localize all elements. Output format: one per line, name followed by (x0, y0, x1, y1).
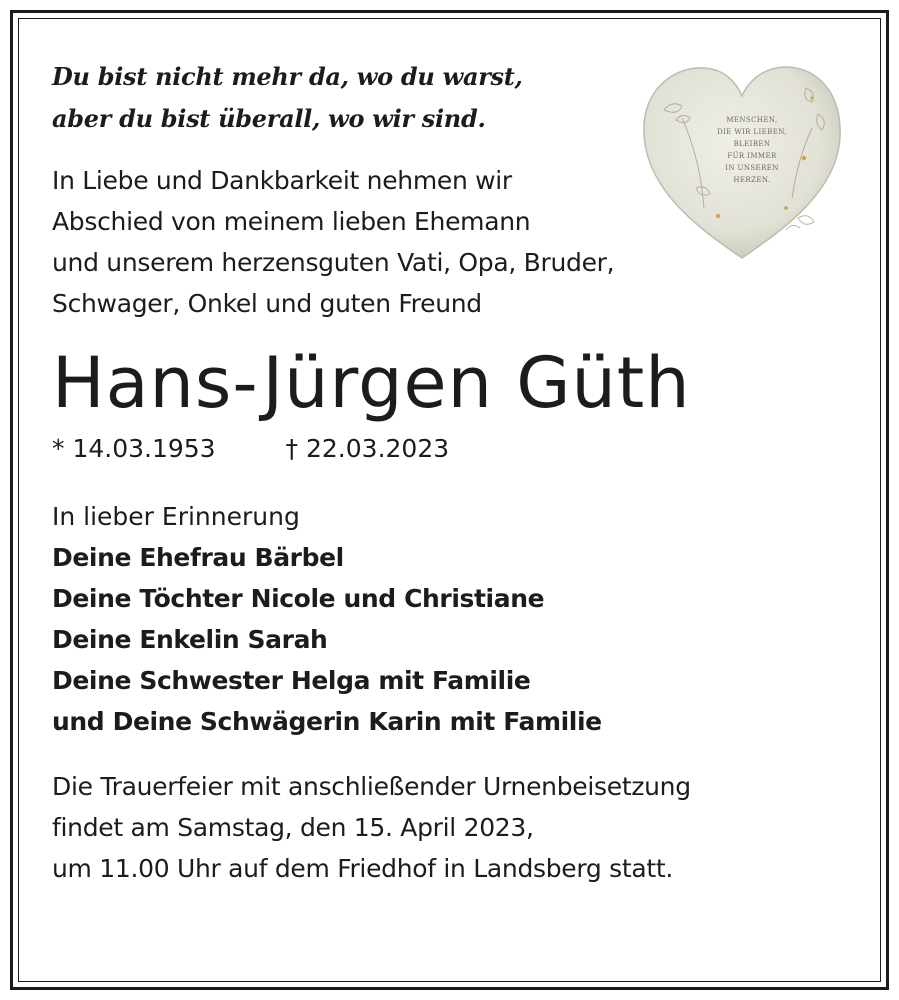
quote-line-2: aber du bist überall, wo wir sind. (52, 104, 486, 133)
svg-text:HERZEN.: HERZEN. (733, 176, 771, 184)
funeral-line-3: um 11.00 Uhr auf dem Friedhof in Landsberg statt. (52, 854, 674, 883)
intro-line-4: Schwager, Onkel und guten Freund (52, 289, 482, 318)
intro-text (52, 160, 852, 324)
intro-line-2: Abschied von meinem lieben Ehemann (52, 207, 531, 236)
mourner-line: Deine Ehefrau Bärbel (52, 543, 344, 572)
memory-heading: In lieber Erinnerung (52, 502, 300, 531)
life-dates (52, 432, 852, 466)
quote-line-1: Du bist nicht mehr da, wo du warst, (52, 62, 523, 91)
mourners-section (52, 496, 852, 742)
funeral-info (52, 766, 852, 889)
svg-text:MENSCHEN,: MENSCHEN, (726, 116, 778, 124)
funeral-line-1: Die Trauerfeier mit anschließender Urnenbeisetzung (52, 772, 691, 801)
notice-content (52, 56, 852, 889)
mourner-line: Deine Töchter Nicole und Christiane (52, 584, 545, 613)
mourner-line: Deine Enkelin Sarah (52, 625, 328, 654)
svg-text:FÜR IMMER: FÜR IMMER (727, 152, 777, 160)
birth-date: * 14.03.1953 (52, 434, 216, 463)
funeral-line-2: findet am Samstag, den 15. April 2023, (52, 813, 534, 842)
intro-line-1: In Liebe und Dankbarkeit nehmen wir (52, 166, 512, 195)
svg-text:IN UNSEREN: IN UNSEREN (725, 164, 779, 172)
intro-line-3: und unserem herzensguten Vati, Opa, Bruder, (52, 248, 615, 277)
deceased-name: Hans-Jürgen Güth (52, 342, 691, 424)
svg-text:BLEIBEN: BLEIBEN (733, 140, 771, 148)
svg-text:DIE WIR LIEBEN,: DIE WIR LIEBEN, (717, 128, 787, 136)
mourner-line: Deine Schwester Helga mit Familie (52, 666, 531, 695)
memorial-quote (52, 56, 852, 140)
death-date: † 22.03.2023 (285, 434, 450, 463)
mourner-line: und Deine Schwägerin Karin mit Familie (52, 707, 602, 736)
